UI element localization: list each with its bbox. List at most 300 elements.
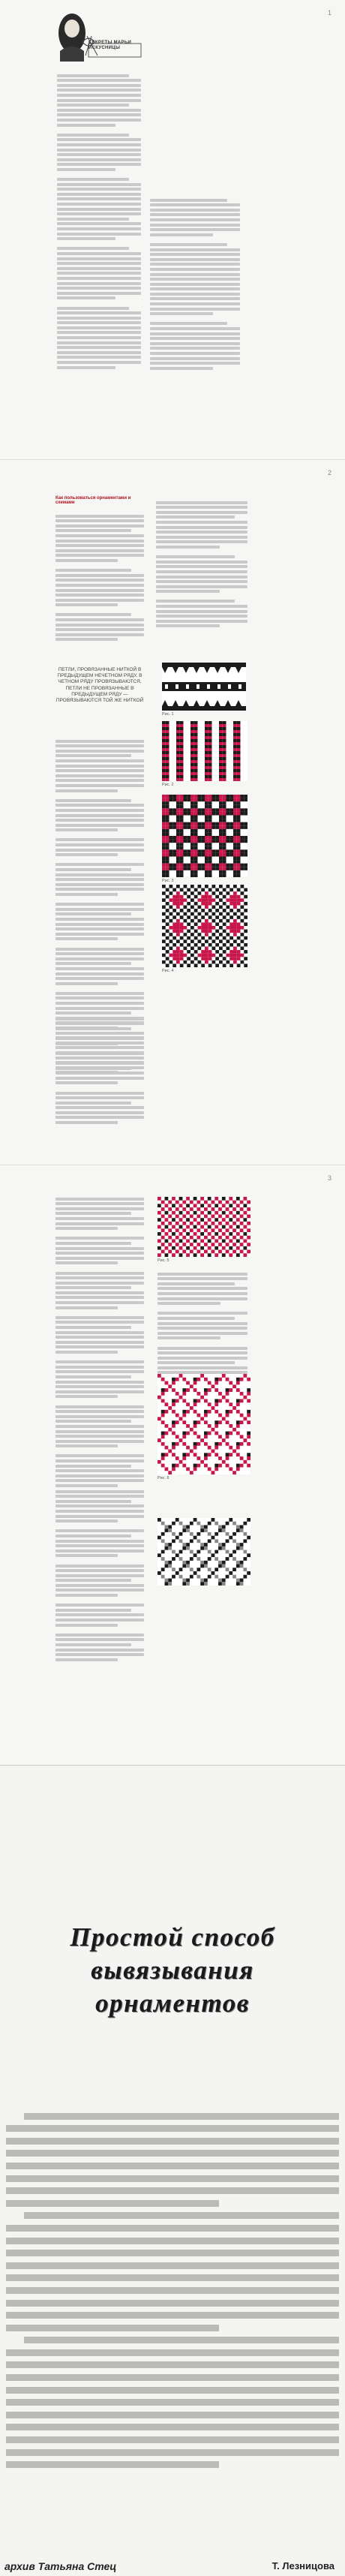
- chart-stitch: [194, 739, 198, 742]
- chart-stitch: [176, 736, 180, 739]
- chart-stitch: [198, 960, 202, 964]
- chart-stitch: [172, 1388, 176, 1392]
- chart-stitch: [194, 1399, 197, 1403]
- chart-stitch: [180, 888, 184, 892]
- chart-stitch: [179, 1568, 183, 1571]
- chart-stitch: [208, 1388, 212, 1392]
- chart-stitch: [194, 742, 198, 745]
- chart-stitch: [179, 1197, 183, 1201]
- chart-stitch: [190, 766, 194, 769]
- chart-stitch: [219, 873, 223, 877]
- chart-stitch: [241, 795, 244, 798]
- chart-stitch: [176, 933, 180, 936]
- chart-stitch: [196, 1539, 200, 1543]
- chart-stitch: [241, 808, 244, 812]
- chart-stitch: [180, 895, 184, 899]
- chart-stitch: [218, 1250, 222, 1254]
- page3-text-left-2: [56, 1488, 144, 1663]
- chart-stitch: [162, 808, 166, 812]
- chart-stitch: [230, 812, 233, 816]
- chart-stitch: [165, 1225, 169, 1229]
- chart-stitch: [190, 1550, 194, 1554]
- chart-stitch: [223, 805, 226, 809]
- chart-stitch: [218, 1565, 222, 1568]
- chart-stitch: [170, 891, 173, 895]
- chart-stitch: [236, 1446, 240, 1450]
- chart-stitch: [243, 1253, 247, 1257]
- chart-stitch: [201, 867, 205, 870]
- chart-stitch: [186, 1424, 190, 1428]
- chart-stitch: [162, 954, 166, 957]
- chart-stitch: [236, 1528, 240, 1532]
- chart-stitch: [233, 745, 237, 748]
- chart-stitch: [180, 870, 184, 874]
- chart-stitch: [176, 919, 180, 923]
- chart-stitch: [168, 1528, 172, 1532]
- chart-stitch: [236, 1582, 240, 1586]
- chart-stitch: [168, 1384, 172, 1388]
- chart-stitch: [198, 867, 202, 870]
- chart-stitch: [162, 816, 166, 819]
- chart-stitch: [161, 1420, 165, 1424]
- chart-stitch: [219, 947, 223, 951]
- chart-stitch: [233, 760, 237, 763]
- chart-stitch: [165, 1218, 169, 1222]
- chart-stitch: [241, 898, 244, 902]
- chart-stitch: [204, 1547, 208, 1550]
- chart-stitch: [208, 754, 212, 757]
- chart-stitch: [204, 1579, 208, 1583]
- pattern-chart-3: [162, 795, 248, 877]
- chart-stitch: [162, 860, 166, 864]
- chart-stitch: [219, 757, 223, 760]
- chart-stitch: [168, 1215, 172, 1219]
- chart-stitch: [165, 1467, 169, 1471]
- chart-stitch: [162, 748, 166, 751]
- chart-stitch: [184, 954, 188, 957]
- chart-stitch: [243, 1225, 247, 1229]
- chart-stitch: [176, 1228, 179, 1232]
- chart-stitch: [219, 812, 223, 816]
- chart-stitch: [208, 873, 212, 877]
- chart-stitch: [233, 849, 237, 853]
- chart-stitch: [240, 1565, 244, 1568]
- chart-stitch: [194, 1211, 197, 1215]
- chart-stitch: [162, 812, 166, 816]
- chart-stitch: [247, 1250, 250, 1254]
- chart-stitch: [172, 808, 176, 812]
- chart-stitch: [222, 1197, 226, 1201]
- chart-stitch: [176, 926, 180, 930]
- chart-stitch: [166, 757, 170, 760]
- chart-stitch: [190, 1236, 194, 1240]
- chart-stitch: [182, 1236, 186, 1240]
- chart-stitch: [161, 1522, 165, 1525]
- chart-stitch: [176, 954, 180, 957]
- chart-stitch: [205, 947, 208, 951]
- chart-stitch: [179, 1532, 183, 1536]
- chart-stitch: [165, 1446, 169, 1450]
- chart-stitch: [187, 867, 190, 870]
- chart-stitch: [166, 846, 170, 850]
- chart-stitch: [215, 922, 219, 926]
- chart-stitch: [223, 870, 226, 874]
- chart-stitch: [196, 1557, 200, 1561]
- chart-stitch: [168, 1547, 172, 1550]
- chart-stitch: [161, 1243, 165, 1246]
- chart-stitch: [180, 853, 184, 857]
- chart-stitch: [194, 760, 198, 763]
- chart-stitch: [198, 947, 202, 951]
- chart-stitch: [176, 1420, 179, 1424]
- chart-stitch: [233, 930, 237, 933]
- chart-stitch: [237, 825, 241, 829]
- page2-text-left: [56, 512, 144, 643]
- chart-stitch: [247, 1464, 250, 1468]
- chart-stitch: [205, 930, 208, 933]
- chart-stitch: [172, 1464, 176, 1468]
- chart-stitch: [233, 805, 237, 809]
- chart-stitch: [172, 1420, 176, 1424]
- chart-stitch: [166, 853, 170, 857]
- chart-stitch: [194, 840, 198, 843]
- chart-stitch: [222, 1438, 226, 1442]
- chart-stitch: [172, 943, 176, 947]
- chart-stitch: [180, 754, 184, 757]
- chart-stitch: [184, 867, 188, 870]
- article-body: [6, 2107, 339, 2474]
- chart-stitch: [205, 742, 208, 745]
- chart-stitch: [237, 748, 241, 751]
- chart-stitch: [166, 840, 170, 843]
- chart-stitch: [214, 1432, 218, 1435]
- chart-stitch: [241, 812, 244, 816]
- chart-stitch: [219, 912, 223, 916]
- chart-stitch: [223, 922, 226, 926]
- chart-stitch: [166, 721, 170, 724]
- chart-stitch: [179, 1550, 183, 1554]
- chart-stitch: [244, 867, 248, 870]
- chart-stitch: [172, 926, 176, 930]
- chart-stitch: [172, 909, 176, 912]
- chart-stitch: [184, 864, 188, 867]
- chart-stitch: [226, 1532, 230, 1536]
- chart-stitch: [200, 1253, 204, 1257]
- chart-stitch: [212, 1450, 215, 1453]
- chart-stitch: [223, 867, 226, 870]
- chart-stitch: [166, 936, 170, 940]
- chart-stitch: [208, 1532, 212, 1536]
- chart-stitch: [194, 1225, 197, 1229]
- chart-stitch: [182, 1442, 186, 1446]
- chart-stitch: [184, 795, 188, 798]
- chart-stitch: [170, 798, 173, 802]
- chart-stitch: [226, 1378, 230, 1381]
- chart-stitch: [240, 1456, 244, 1460]
- chart-stitch: [200, 1204, 204, 1207]
- chart-stitch: [233, 960, 237, 964]
- chart-stitch: [162, 754, 166, 757]
- chart-stitch: [233, 906, 237, 909]
- chart-stitch: [237, 775, 241, 778]
- chart-stitch: [180, 950, 184, 954]
- chart-stitch: [243, 1417, 247, 1420]
- chart-stitch: [196, 1442, 200, 1446]
- chart-stitch: [162, 733, 166, 736]
- chart-stitch: [214, 1239, 218, 1243]
- chart-stitch: [230, 954, 233, 957]
- chart-stitch: [226, 1392, 230, 1396]
- chart-stitch: [243, 1550, 247, 1554]
- chart-stitch: [222, 1218, 226, 1222]
- chart-stitch: [229, 1246, 232, 1250]
- chart-stitch: [194, 778, 198, 781]
- chart-stitch: [205, 957, 208, 960]
- chart-stitch: [172, 1399, 176, 1403]
- chart-stitch: [198, 836, 202, 840]
- chart-stitch: [201, 836, 205, 840]
- chart-stitch: [170, 825, 173, 829]
- chart-stitch: [182, 1392, 186, 1396]
- chart-stitch: [233, 885, 237, 888]
- chart-stitch: [223, 739, 226, 742]
- chart-stitch: [190, 795, 194, 798]
- chart-stitch: [176, 1414, 179, 1417]
- chart-stitch: [214, 1575, 218, 1579]
- chart-stitch: [182, 1547, 186, 1550]
- chart-stitch: [162, 873, 166, 877]
- chart-stitch: [180, 778, 184, 781]
- chart-stitch: [179, 1253, 183, 1257]
- chart-stitch: [161, 1410, 165, 1414]
- chart-stitch: [180, 943, 184, 947]
- chart-stitch: [247, 1410, 250, 1414]
- chart-stitch: [186, 1410, 190, 1414]
- chart-stitch: [176, 867, 180, 870]
- chart-stitch: [161, 1236, 165, 1240]
- chart-stitch: [172, 798, 176, 802]
- chart-stitch: [214, 1424, 218, 1428]
- chart-stitch: [214, 1464, 218, 1468]
- chart-stitch: [194, 757, 198, 760]
- chart-stitch: [219, 846, 223, 850]
- chart-stitch: [161, 1453, 165, 1456]
- chart-stitch: [237, 898, 241, 902]
- chart-stitch: [215, 840, 219, 843]
- chart-stitch: [218, 1414, 222, 1417]
- chart-stitch: [196, 1420, 200, 1424]
- chart-stitch: [237, 936, 241, 940]
- chart-stitch: [172, 898, 176, 902]
- chart-stitch: [214, 1446, 218, 1450]
- chart-stitch: [241, 885, 244, 888]
- chart-stitch: [166, 864, 170, 867]
- chart-stitch: [162, 832, 166, 836]
- chart-stitch: [219, 898, 223, 902]
- chart-stitch: [194, 769, 198, 772]
- chart-stitch: [162, 724, 166, 727]
- chart-stitch: [243, 1522, 247, 1525]
- chart-stitch: [162, 840, 166, 843]
- chart-stitch: [233, 922, 237, 926]
- chart-stitch: [212, 1222, 215, 1225]
- chart-stitch: [161, 1539, 165, 1543]
- chart-stitch: [194, 775, 198, 778]
- chart-stitch: [176, 795, 180, 798]
- chart-stitch: [190, 778, 194, 781]
- chart-stitch: [194, 853, 198, 857]
- chart-stitch: [172, 1557, 176, 1561]
- chart-stitch: [243, 1246, 247, 1250]
- chart-stitch: [240, 1582, 244, 1586]
- chart-stitch: [230, 808, 233, 812]
- chart-stitch: [172, 1453, 176, 1456]
- chart-stitch: [233, 919, 237, 923]
- chart-stitch: [165, 1525, 169, 1528]
- chart-stitch: [182, 1464, 186, 1468]
- chart-stitch: [243, 1239, 247, 1243]
- chart-stitch: [179, 1211, 183, 1215]
- chart-stitch: [243, 1532, 247, 1536]
- chart-stitch: [194, 798, 198, 802]
- chart-stitch: [176, 960, 180, 964]
- chart-stitch: [162, 772, 166, 775]
- chart-stitch: [212, 840, 216, 843]
- chart-stitch: [196, 1243, 200, 1246]
- chart-stitch: [182, 1565, 186, 1568]
- chart-stitch: [226, 1432, 230, 1435]
- chart-stitch: [201, 922, 205, 926]
- chart-stitch: [223, 822, 226, 826]
- chart-stitch: [223, 754, 226, 757]
- chart-stitch: [208, 860, 212, 864]
- chart-stitch: [233, 733, 237, 736]
- chart-stitch: [180, 751, 184, 754]
- chart-stitch: [226, 1215, 230, 1219]
- chart-stitch: [240, 1215, 244, 1219]
- chart-stitch: [214, 1402, 218, 1406]
- chart-stitch: [190, 1450, 194, 1453]
- chart-stitch: [212, 836, 216, 840]
- chart-stitch: [162, 822, 166, 826]
- chart-stitch: [194, 730, 198, 733]
- chart-stitch: [176, 885, 180, 888]
- chart-stitch: [244, 936, 248, 940]
- chart-stitch: [158, 1374, 161, 1378]
- chart-stitch: [208, 775, 212, 778]
- chart-stitch: [158, 1232, 161, 1236]
- chart-stitch: [187, 895, 190, 899]
- chart-stitch: [162, 751, 166, 754]
- chart-stitch: [180, 739, 184, 742]
- chart-stitch: [215, 812, 219, 816]
- chart-stitch: [194, 751, 198, 754]
- chart-stitch: [236, 1246, 240, 1250]
- chart-stitch: [194, 873, 198, 877]
- chart-stitch: [196, 1575, 200, 1579]
- chart-stitch: [218, 1228, 222, 1232]
- chart-stitch: [204, 1378, 208, 1381]
- chart-stitch: [162, 836, 166, 840]
- chart-stitch: [180, 721, 184, 724]
- chart-stitch: [244, 963, 248, 967]
- chart-stitch: [205, 736, 208, 739]
- chart-stitch: [186, 1381, 190, 1385]
- chart-stitch: [237, 943, 241, 947]
- chart-stitch: [176, 1464, 179, 1468]
- chart-stitch: [194, 1388, 197, 1392]
- chart-stitch: [187, 950, 190, 954]
- chart-stitch: [208, 1204, 212, 1207]
- magazine-page-1: [0, 0, 345, 459]
- chart-stitch: [222, 1211, 226, 1215]
- chart-stitch: [237, 840, 241, 843]
- chart-stitch: [162, 829, 166, 833]
- chart-stitch: [205, 751, 208, 754]
- chart-stitch: [204, 1410, 208, 1414]
- chart-stitch: [158, 1417, 161, 1420]
- chart-stitch: [247, 1553, 250, 1557]
- chart-stitch: [166, 724, 170, 727]
- chart-stitch: [166, 888, 170, 892]
- chart-stitch: [172, 1211, 176, 1215]
- chart-stitch: [233, 853, 237, 857]
- section-heading: Как пользоваться орнаментами и схемами: [56, 496, 131, 505]
- chart-stitch: [215, 822, 219, 826]
- chart-stitch: [158, 1218, 161, 1222]
- chart-stitch: [176, 1201, 179, 1204]
- chart-stitch: [208, 1218, 212, 1222]
- chart-stitch: [172, 1225, 176, 1229]
- chart-stitch: [226, 1442, 230, 1446]
- chart-stitch: [190, 730, 194, 733]
- chart-stitch: [165, 1204, 169, 1207]
- chart-stitch: [165, 1561, 169, 1565]
- chart-stitch: [241, 849, 244, 853]
- chart-stitch: [182, 1525, 186, 1528]
- logo-caption: СЕКРЕТЫ МАРЬИ ИСКУСНИЦЫ: [88, 41, 132, 50]
- chart-stitch: [218, 1442, 222, 1446]
- chart-stitch: [194, 763, 198, 766]
- chart-stitch: [194, 1442, 197, 1446]
- chart-stitch: [165, 1232, 169, 1236]
- chart-stitch: [176, 1536, 179, 1540]
- chart-stitch: [212, 812, 216, 816]
- chart-stitch: [190, 769, 194, 772]
- chart-stitch: [247, 1432, 250, 1435]
- chart-stitch: [219, 798, 223, 802]
- chart-stitch: [233, 846, 237, 850]
- chart-stitch: [247, 1435, 250, 1438]
- chart-stitch: [212, 1228, 215, 1232]
- chart-stitch: [179, 1204, 183, 1207]
- chart-stitch: [190, 801, 194, 805]
- chart-stitch: [194, 1204, 197, 1207]
- chart-stitch: [233, 736, 237, 739]
- chart-stitch: [219, 754, 223, 757]
- chart-stitch: [208, 936, 212, 940]
- chart-stitch: [226, 849, 230, 853]
- chart-stitch: [176, 798, 180, 802]
- chart-stitch: [230, 950, 233, 954]
- chart-stitch: [198, 812, 202, 816]
- chart-stitch: [214, 1197, 218, 1201]
- chart-stitch: [230, 853, 233, 857]
- chart-stitch: [230, 963, 233, 967]
- chart-stitch: [194, 832, 198, 836]
- chart-stitch: [194, 857, 198, 861]
- chart-stitch: [208, 801, 212, 805]
